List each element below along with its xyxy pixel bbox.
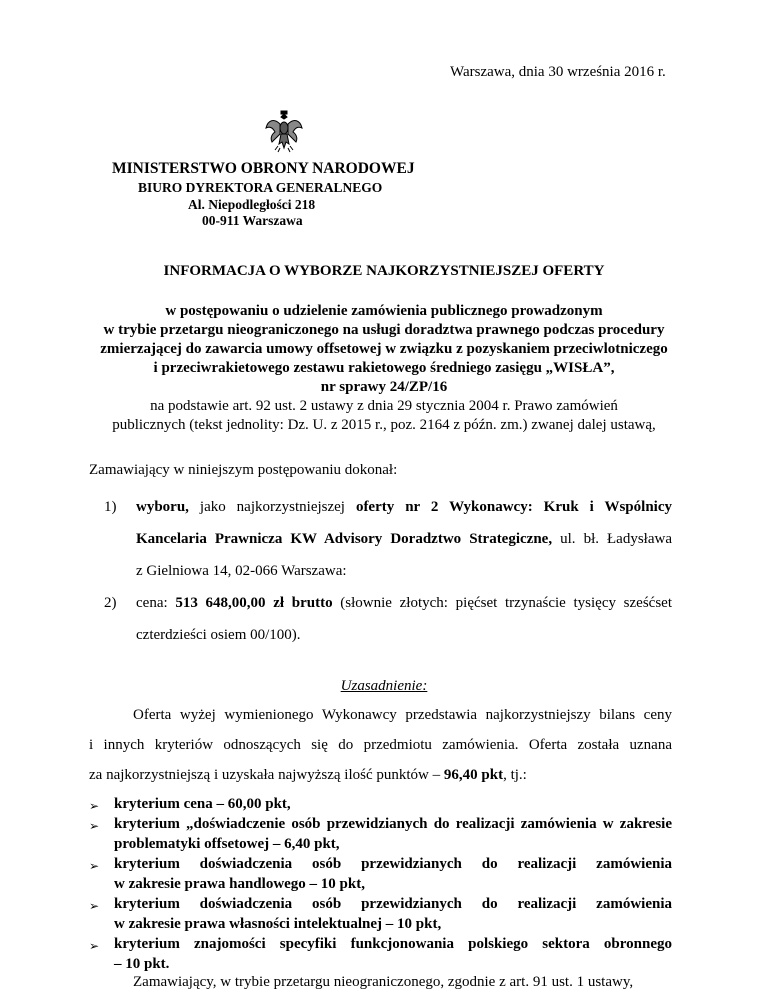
subject-line: w postępowaniu o udzielenie zamówienia publicznego prowadzonym [165,303,603,319]
subject-line: i przeciwrakietowego zestawu rakietowego średniego zasięgu „WISŁA”, [153,360,615,376]
document-title: INFORMACJA O WYBORZE NAJKORZYSTNIEJSZEJ OFERTY [163,263,605,279]
legal-basis-line: na podstawie art. 92 ust. 2 ustawy z dnia 29 stycznia 2004 r. Prawo zamówień [150,398,618,414]
arrow-bullet-icon: ➢ [89,899,100,913]
criterion-line: kryterium cena – 60,00 pkt, [114,796,291,812]
text-run: jako najkorzystniejszej [188,499,356,515]
decision-line [136,499,672,516]
justification-line: Oferta wyżej wymienionego Wykonawcy przedstawia najkorzystniejszy bilans ceny [133,707,672,723]
criterion-line: kryterium „doświadczenie osób przewidzianych do realizacji zamówienia w zakresie [114,816,672,832]
criterion-line: w zakresie prawa własności intelektualnej – 10 pkt, [114,916,442,932]
legal-basis-line: publicznych (tekst jednolity: Dz. U. z 2015 r., poz. 2164 z późn. zm.) zwanej dalej ustawą, [112,417,656,433]
text-run: (słownie złotych: pięćset trzynaście tysięcy sześćset [332,595,672,611]
date-line: Warszawa, dnia 30 września 2016 r. [450,64,666,80]
bold-text: wyboru, [136,499,189,515]
decision-number: 1) [104,499,117,515]
price-value: 513 648,00,00 zł brutto [175,595,333,611]
arrow-bullet-icon: ➢ [89,939,100,953]
decision-line: czterdzieści osiem 00/100). [136,627,301,643]
justification-line [89,767,527,784]
polish-eagle-emblem-icon [264,110,304,154]
subject-line: w trybie przetargu nieograniczonego na usługi doradztwa prawnego podczas procedury [103,322,665,338]
text-run: za najkorzystniejszą i uzyskała najwyższą ilość punktów – [89,767,444,783]
total-points: 96,40 pkt [443,767,504,783]
justification-line: i innych kryteriów odnoszących się do przedmiotu zamówienia. Oferta została uznana [89,737,672,753]
office-street: Al. Niepodległości 218 [188,197,316,212]
decision-line [136,595,672,612]
ministry-name: MINISTERSTWO OBRONY NARODOWEJ [112,160,415,177]
criterion-line: kryterium doświadczenia osób przewidzianych do realizacji zamówienia [114,896,672,912]
case-number: nr sprawy 24/ZP/16 [320,379,448,395]
bold-text: oferty nr 2 Wykonawcy: Kruk i Wspólnicy [355,499,672,515]
decision-number: 2) [104,595,117,611]
office-city: 00-911 Warszawa [202,213,303,228]
subject-line: zmierzającej do zawarcia umowy offsetowej w związku z pozyskaniem przeciwlotniczego [100,341,668,357]
criterion-line: kryterium znajomości specyfiki funkcjonowania polskiego sektora obronnego [114,936,672,952]
justification-heading: Uzasadnienie: [340,678,428,694]
criterion-line: kryterium doświadczenia osób przewidzianych do realizacji zamówienia [114,856,672,872]
arrow-bullet-icon: ➢ [89,859,100,873]
arrow-bullet-icon: ➢ [89,799,100,813]
criterion-line: w zakresie prawa handlowego – 10 pkt, [114,876,365,892]
criterion-line: – 10 pkt. [114,956,170,972]
closing-line: Zamawiający, w trybie przetargu nieograniczonego, zgodnie z art. 91 ust. 1 ustawy, [133,974,634,990]
text-run: ul. bł. Ładysława [552,531,672,547]
arrow-bullet-icon: ➢ [89,819,100,833]
decision-line [136,531,672,548]
decision-line: z Gielniowa 14, 02-066 Warszawa: [136,563,347,579]
text-run: cena: [136,595,176,611]
intro-text: Zamawiający w niniejszym postępowaniu dokonał: [89,462,398,478]
office-name: BIURO DYREKTORA GENERALNEGO [138,180,383,195]
criterion-line: problematyki offsetowej – 6,40 pkt, [114,836,340,852]
text-run: , tj.: [503,767,527,783]
bold-text: Kancelaria Prawnicza KW Advisory Doradztwo Strategiczne, [136,531,553,547]
